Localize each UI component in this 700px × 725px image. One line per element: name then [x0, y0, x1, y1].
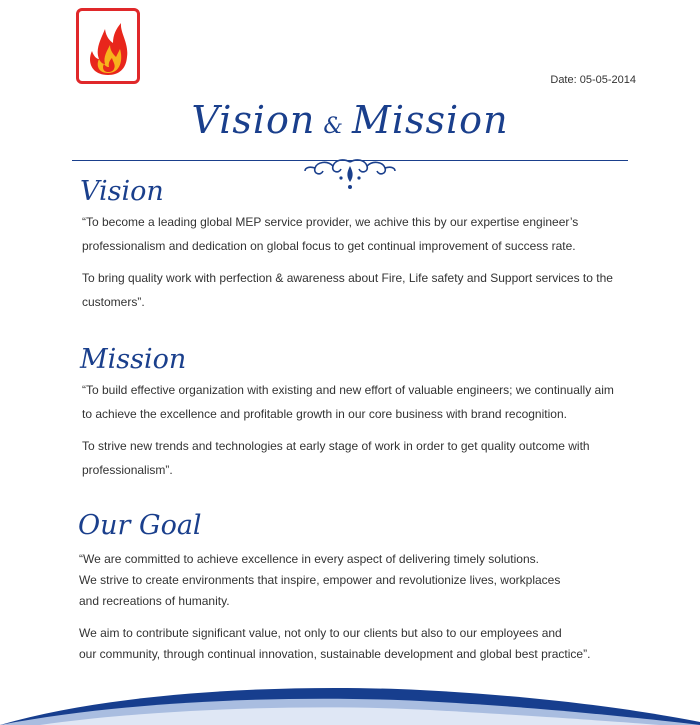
title-mission: Mission: [351, 98, 509, 142]
goal-paragraph-1: [79, 549, 626, 612]
footer-wave: [0, 670, 700, 725]
mission-heading: Mission: [80, 344, 187, 375]
page-title: [0, 98, 700, 142]
vision-p2-line-1: To bring quality work with perfection & awareness about Fire, Life safety and Support services to the: [82, 271, 613, 285]
mission-p2-line-1: To strive new trends and technologies at early stage of work in order to get quality outcome with: [82, 439, 590, 453]
fire-icon: [83, 17, 133, 77]
goal-p1-line-2: We strive to create environments that inspire, empower and revolutionize lives, workplaces: [79, 573, 561, 587]
vision-paragraph-2: [82, 266, 616, 314]
goal-p1-line-3: and recreations of humanity.: [79, 594, 230, 608]
vision-p2-line-2: customers”.: [82, 295, 145, 309]
vision-heading: Vision: [80, 176, 164, 207]
mission-p1-line-2: to achieve the excellence and profitable growth in our core business with brand recognition.: [82, 407, 567, 421]
goal-paragraph-2: [79, 623, 626, 665]
mission-paragraph-1: [82, 378, 616, 426]
title-ampersand: &: [323, 114, 344, 139]
mission-p1-line-1: “To build effective organization with existing and new effort of valuable engineers; we continually aim: [82, 383, 614, 397]
goal-p2-line-2: our community, through continual innovation, sustainable development and global best practice”.: [79, 647, 591, 661]
mission-p2-line-2: professionalism”.: [82, 463, 173, 477]
goal-heading: Our Goal: [78, 510, 202, 541]
vision-p1-line-2: professionalism and dedication on global focus to get continual improvement of success rate.: [82, 239, 576, 253]
document-date: Date: 05-05-2014: [550, 74, 636, 86]
goal-p1-line-1: “We are committed to achieve excellence in every aspect of delivering timely solutions.: [79, 552, 539, 566]
goal-p2-line-1: We aim to contribute significant value, not only to our clients but also to our employees and: [79, 626, 562, 640]
vision-p1-line-1: “To become a leading global MEP service provider, we achive this by our expertise engineer’s: [82, 215, 579, 229]
vision-paragraph-1: [82, 210, 616, 258]
title-vision: Vision: [191, 98, 316, 142]
mission-paragraph-2: [82, 434, 616, 482]
company-logo: [76, 8, 140, 84]
ornament-icon: [303, 156, 397, 190]
